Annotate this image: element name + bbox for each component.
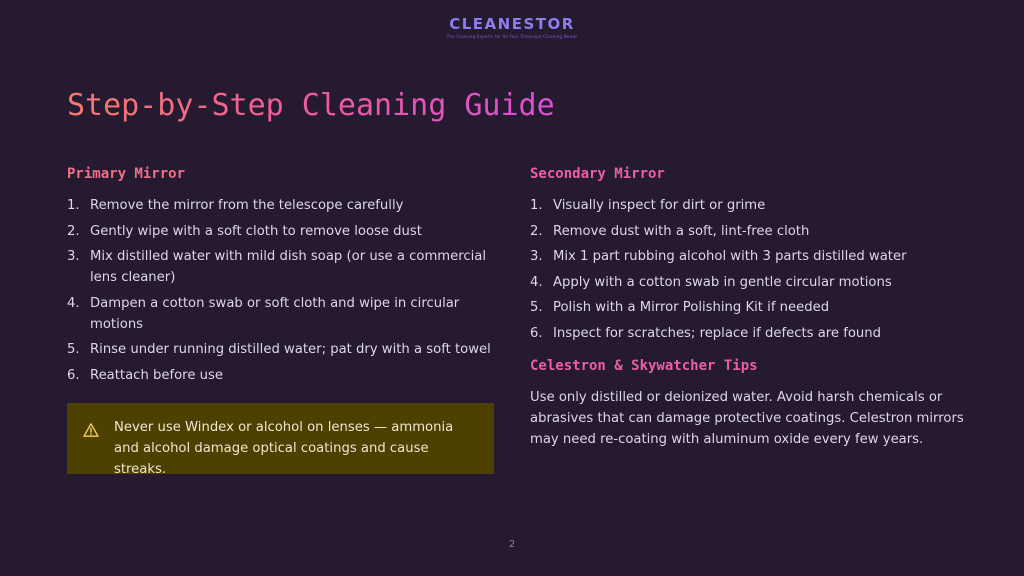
step-text: Dampen a cotton swab or soft cloth and wipe in circular motions [90,295,460,332]
list-item [530,272,970,293]
logo-tagline: The Cleaning Experts for All Your Telescope Cleaning Needs [446,34,578,39]
step-number: 5. [67,342,80,357]
step-text: Rinse under running distilled water; pat dry with a soft towel [90,342,491,357]
primary-steps-list [67,195,497,386]
list-item [530,246,970,267]
step-number: 6. [67,367,80,383]
brand-logo [0,14,1024,39]
step-number: 4. [530,274,543,290]
warning-triangle-icon [83,422,99,438]
step-text: Mix distilled water with mild dish soap (or use a commercial lens cleaner) [90,249,487,285]
primary-mirror-heading: Primary Mirror [67,166,186,182]
step-number: 3. [530,249,543,264]
secondary-mirror-section [530,166,970,450]
step-number: 6. [530,325,543,341]
primary-mirror-section [67,166,497,390]
list-item [530,323,970,344]
tips-body: Use only distilled or deionized water. Avoid harsh chemicals or abrasives that can damage protective coatings. Celestron mirrors may need re-coating with aluminum oxide every few years. [530,389,964,447]
list-item [67,221,497,242]
warning-text: Never use Windex or alcohol on lenses — ammonia and alcohol damage optical coatings and cause streaks. [114,420,454,477]
step-number: 1. [67,198,80,213]
list-item [530,221,970,242]
tips-heading: Celestron & Skywatcher Tips [530,357,758,374]
list-item [67,246,497,288]
step-number: 3. [67,249,80,264]
step-text: Mix 1 part rubbing alcohol with 3 parts distilled water [553,249,907,264]
page-title: Step-by-Step Cleaning Guide [67,88,555,123]
logo-wordmark: CLEANESTOR [449,15,575,33]
secondary-mirror-heading: Secondary Mirror [530,166,665,182]
step-text: Inspect for scratches; replace if defects are found [553,325,882,341]
list-item [67,293,497,335]
secondary-steps-list [530,195,970,344]
list-item [67,365,497,386]
list-item [530,297,970,318]
step-text: Reattach before use [90,367,223,383]
step-text: Remove the mirror from the telescope carefully [90,198,404,213]
step-number: 2. [530,223,543,239]
list-item [530,195,970,216]
step-text: Visually inspect for dirt or grime [553,198,766,213]
step-text: Gently wipe with a soft cloth to remove loose dust [90,223,422,239]
step-text: Remove dust with a soft, lint-free cloth [553,223,810,239]
warning-callout [67,403,494,477]
list-item [67,195,497,216]
list-item [67,339,497,360]
step-number: 1. [530,198,543,213]
page-number: 2 [508,539,516,550]
step-number: 4. [67,295,80,311]
step-text: Apply with a cotton swab in gentle circular motions [553,274,892,290]
step-number: 5. [530,300,543,315]
step-text: Polish with a Mirror Polishing Kit if needed [553,300,830,315]
step-number: 2. [67,223,80,239]
